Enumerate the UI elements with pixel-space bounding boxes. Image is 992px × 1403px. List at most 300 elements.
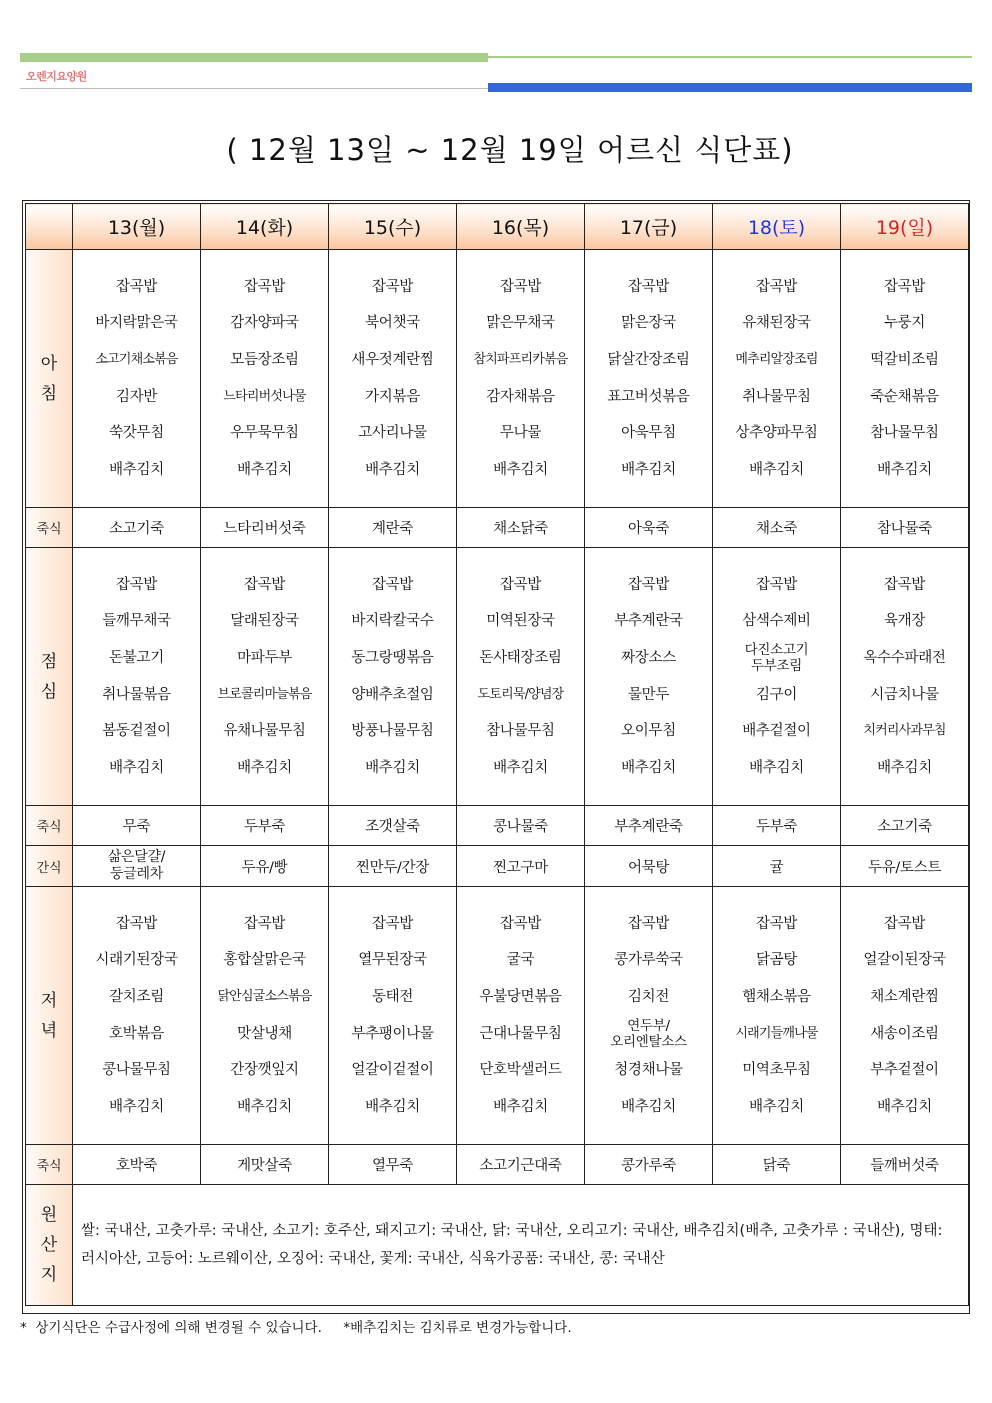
day-label: 19(일) <box>875 217 934 239</box>
menu-item <box>365 1089 420 1126</box>
menu-item <box>351 342 433 379</box>
menu-item <box>237 1089 292 1126</box>
menu-item <box>365 305 420 342</box>
day-header <box>713 204 841 250</box>
menu-item-text: 미역된장국 <box>486 613 555 630</box>
breakfast-items <box>201 269 328 489</box>
menu-item-text: 얼갈이겉절이 <box>351 1062 434 1079</box>
day-header <box>73 204 201 250</box>
breakfast-porridge-cell <box>73 508 201 548</box>
snack-lines <box>713 856 840 877</box>
menu-item <box>745 640 809 677</box>
lunch-cell <box>585 548 713 806</box>
menu-item-text: 누룽지 <box>883 315 926 332</box>
menu-item <box>870 342 939 379</box>
menu-item-text: 잡곡밥 <box>499 915 542 932</box>
snack-text: 찐고구마 <box>493 859 548 876</box>
menu-item <box>372 269 413 306</box>
menu-item-text: 배추김치 <box>749 759 804 776</box>
menu-item-text: 물만두 <box>627 686 670 703</box>
menu-item <box>365 750 420 787</box>
snack-text: 찐만두/간장 <box>355 859 430 876</box>
menu-item <box>372 979 413 1016</box>
menu-item <box>237 1016 292 1053</box>
snack-text: 두유/토스트 <box>867 859 942 876</box>
corner-cell <box>26 204 73 250</box>
lunch-items <box>329 567 456 787</box>
dinner-porridge-cell <box>585 1145 713 1185</box>
menu-item-text: 단호박샐러드 <box>479 1062 562 1079</box>
snack-cell <box>841 846 969 887</box>
menu-item <box>870 677 939 714</box>
lunch-cell <box>73 548 201 806</box>
menu-item-text: 방풍나물무침 <box>351 723 434 740</box>
snack-lines <box>585 856 712 877</box>
menu-item-text: 메추리알장조림 <box>735 351 818 367</box>
menu-item <box>621 713 676 750</box>
lunch-label-char: 점 <box>40 651 58 672</box>
menu-item-text: 배추겉절이 <box>742 723 811 740</box>
day-label: 18(토) <box>747 217 806 239</box>
lunch-porridge-row <box>26 806 969 846</box>
breakfast-porridge-text: 아욱죽 <box>627 521 670 537</box>
menu-item <box>351 603 433 640</box>
menu-item-text: 닭안심굴소스볶음 <box>217 988 312 1004</box>
menu-item-text: 유채된장국 <box>742 315 811 332</box>
dinner-items <box>585 906 712 1126</box>
menu-item <box>870 1052 939 1089</box>
menu-item <box>628 567 669 604</box>
lunch-porridge-cell <box>713 806 841 846</box>
menu-item <box>500 567 541 604</box>
menu-item-text: 소고기채소볶음 <box>95 351 178 367</box>
menu-item <box>621 415 676 452</box>
menu-item-text: 취나물볶음 <box>102 686 171 703</box>
menu-item-text: 잡곡밥 <box>115 278 158 295</box>
dinner-porridge-cell <box>201 1145 329 1185</box>
breakfast-porridge-cell <box>713 508 841 548</box>
menu-item-text: 참나물무침 <box>486 723 555 740</box>
menu-item-text: 잡곡밥 <box>627 576 670 593</box>
menu-item-text: 육개장 <box>883 613 926 630</box>
header-green-bar <box>20 53 488 62</box>
menu-item <box>351 677 433 714</box>
lunch-items <box>713 567 840 787</box>
menu-item <box>230 342 299 379</box>
dinner-porridge-text: 닭죽 <box>762 1158 791 1174</box>
breakfast-items <box>841 269 968 489</box>
menu-item <box>102 713 171 750</box>
menu-item <box>486 713 555 750</box>
dinner-cell <box>457 887 585 1145</box>
breakfast-label-char: 아 <box>40 353 58 374</box>
origin-label <box>26 1185 73 1306</box>
menu-item <box>742 379 811 416</box>
menu-item <box>870 1016 939 1053</box>
dinner-cell <box>841 887 969 1145</box>
menu-item <box>365 379 420 416</box>
menu-item-text: 콩가루쑥국 <box>614 952 683 969</box>
dinner-porridge-label <box>26 1145 73 1185</box>
snack-cell <box>329 846 457 887</box>
breakfast-row <box>26 250 969 508</box>
menu-item-text: 죽순채볶음 <box>870 388 939 405</box>
menu-item-text: 잡곡밥 <box>371 915 414 932</box>
menu-item-text: 감자양파국 <box>230 315 299 332</box>
menu-item-text: 잡곡밥 <box>499 576 542 593</box>
menu-item-text: 새송이조림 <box>870 1025 939 1042</box>
menu-item <box>223 942 305 979</box>
menu-item-text: 잡곡밥 <box>371 278 414 295</box>
menu-item <box>479 1016 561 1053</box>
menu-item <box>116 567 157 604</box>
breakfast-cell <box>201 250 329 508</box>
menu-item <box>884 906 925 943</box>
lunch-cell <box>329 548 457 806</box>
menu-item-text: 잡곡밥 <box>627 915 670 932</box>
menu-item-text: 바지락칼국수 <box>351 613 434 630</box>
menu-item <box>870 379 939 416</box>
dinner-label <box>26 887 73 1145</box>
menu-item <box>607 379 689 416</box>
menu-item-text: 감자채볶음 <box>486 388 555 405</box>
menu-item <box>877 750 932 787</box>
dinner-row <box>26 887 969 1145</box>
breakfast-cell <box>73 250 201 508</box>
menu-item <box>756 942 797 979</box>
menu-item-text: 배추김치 <box>237 759 292 776</box>
origin-label-char: 산 <box>40 1235 58 1255</box>
menu-item <box>486 603 555 640</box>
breakfast-cell <box>713 250 841 508</box>
dinner-porridge-text: 콩가루죽 <box>621 1158 676 1174</box>
day-label: 14(화) <box>235 217 294 239</box>
snack-label-text: 간식 <box>36 860 62 876</box>
dinner-porridge-text: 열무죽 <box>371 1158 414 1174</box>
menu-item-text: 아욱무침 <box>621 425 676 442</box>
menu-item <box>351 1052 433 1089</box>
menu-item <box>102 1052 171 1089</box>
menu-item <box>756 677 797 714</box>
lunch-row <box>26 548 969 806</box>
menu-item <box>500 415 541 452</box>
menu-item-text: 치커리사과무침 <box>863 723 946 739</box>
menu-item-text: 새우젓계란찜 <box>351 351 434 368</box>
lunch-items <box>841 567 968 787</box>
lunch-porridge-cell <box>457 806 585 846</box>
menu-item-text: 돈사태장조림 <box>479 649 562 666</box>
menu-item <box>493 452 548 489</box>
menu-item <box>493 750 548 787</box>
menu-item <box>863 942 945 979</box>
dinner-porridge-text: 들깨버섯죽 <box>870 1158 939 1174</box>
day-label: 17(금) <box>619 217 678 239</box>
menu-item-text: 우불당면볶음 <box>479 988 562 1005</box>
menu-item <box>884 603 925 640</box>
menu-item <box>884 567 925 604</box>
menu-item-text: 김구이 <box>755 686 798 703</box>
menu-item <box>102 603 171 640</box>
menu-item <box>116 379 157 416</box>
lunch-porridge-cell <box>585 806 713 846</box>
menu-item-text: 부추겉절이 <box>870 1062 939 1079</box>
menu-item-text: 돈불고기 <box>109 649 164 666</box>
menu-item <box>102 677 171 714</box>
brand-name: 오렌지요양원 <box>26 70 87 83</box>
menu-item <box>749 1089 804 1126</box>
menu-item <box>237 452 292 489</box>
snack-cell <box>457 846 585 887</box>
menu-item-text: 잡곡밥 <box>755 915 798 932</box>
menu-item-text: 상추양파무침 <box>735 425 818 442</box>
menu-item <box>742 603 811 640</box>
menu-item <box>735 1016 817 1053</box>
lunch-label-char: 심 <box>40 681 58 702</box>
menu-item <box>621 1089 676 1126</box>
breakfast-porridge-row <box>26 508 969 548</box>
menu-item <box>607 342 689 379</box>
page-title: ( 12월 13일 ~ 12월 19일 어르신 식단표) <box>226 133 794 167</box>
menu-item-text: 배추김치 <box>877 759 932 776</box>
menu-item <box>479 640 561 677</box>
menu-item-text: 취나물무침 <box>742 388 811 405</box>
menu-item-text: 잡곡밥 <box>883 576 926 593</box>
menu-item <box>230 603 299 640</box>
menu-item-text: 배추김치 <box>237 461 292 478</box>
menu-item-text: 옥수수파래전 <box>863 649 946 666</box>
menu-item <box>109 979 164 1016</box>
menu-item-text: 청경채나물 <box>614 1062 683 1079</box>
menu-item <box>756 906 797 943</box>
menu-item-text: 간장깻잎지 <box>230 1062 299 1079</box>
snack-text: 삶은달걀/ <box>107 849 166 865</box>
breakfast-porridge-cell <box>457 508 585 548</box>
breakfast-label <box>26 250 73 508</box>
menu-item <box>493 1089 548 1126</box>
menu-item-text: 맛살냉채 <box>237 1025 292 1042</box>
menu-item-text: 잡곡밥 <box>499 278 542 295</box>
menu-item-text: 배추김치 <box>237 1098 292 1115</box>
menu-item <box>621 750 676 787</box>
menu-item <box>358 415 427 452</box>
menu-item-text: 콩나물무침 <box>102 1062 171 1079</box>
menu-item <box>351 1016 433 1053</box>
breakfast-cell <box>585 250 713 508</box>
menu-item-text: 마파두부 <box>237 649 292 666</box>
menu-item-text: 느타리버섯나물 <box>223 388 306 404</box>
menu-item <box>109 640 164 677</box>
menu-item <box>628 269 669 306</box>
menu-item <box>742 979 811 1016</box>
menu-item-text: 잡곡밥 <box>243 915 286 932</box>
menu-item-text: 홍합살맑은국 <box>223 952 306 969</box>
menu-item <box>217 979 311 1016</box>
menu-item <box>479 1052 561 1089</box>
menu-item <box>500 269 541 306</box>
menu-item-line: 다진소고기 <box>744 642 809 659</box>
menu-item-text: 잡곡밥 <box>883 915 926 932</box>
menu-item <box>749 750 804 787</box>
origin-label-char: 지 <box>40 1265 58 1285</box>
menu-item <box>95 305 177 342</box>
menu-item <box>756 567 797 604</box>
menu-item-text: 잡곡밥 <box>627 278 670 295</box>
menu-item <box>358 942 427 979</box>
menu-item <box>756 269 797 306</box>
menu-item <box>742 305 811 342</box>
menu-item <box>507 942 534 979</box>
menu-item <box>749 452 804 489</box>
dinner-items <box>713 906 840 1126</box>
menu-item-text: 오이무침 <box>621 723 676 740</box>
dinner-porridge-cell <box>329 1145 457 1185</box>
menu-item-text: 얼갈이된장국 <box>863 952 946 969</box>
menu-item <box>863 713 945 750</box>
snack-cell <box>201 846 329 887</box>
breakfast-porridge-text: 느타리버섯죽 <box>223 521 306 537</box>
menu-item-text: 배추김치 <box>493 759 548 776</box>
menu-item <box>877 452 932 489</box>
day-header <box>457 204 585 250</box>
breakfast-items <box>713 269 840 489</box>
menu-item <box>473 342 567 379</box>
menu-item-text: 배추김치 <box>749 1098 804 1115</box>
menu-item-text: 참나물무침 <box>870 425 939 442</box>
breakfast-porridge-text: 계란죽 <box>371 521 414 537</box>
menu-item-text: 배추김치 <box>877 461 932 478</box>
menu-item <box>742 1052 811 1089</box>
lunch-porridge-text: 소고기죽 <box>877 819 932 835</box>
dinner-porridge-cell <box>713 1145 841 1185</box>
day-header <box>201 204 329 250</box>
snack-lines <box>329 856 456 877</box>
menu-item-text: 미역초무침 <box>742 1062 811 1079</box>
menu-item-text: 삼색수제비 <box>742 613 811 630</box>
menu-item <box>351 640 433 677</box>
menu-item-text: 부추계란국 <box>614 613 683 630</box>
day-label: 13(월) <box>107 217 166 239</box>
menu-item-text: 배추김치 <box>109 759 164 776</box>
day-label: 15(수) <box>363 217 422 239</box>
lunch-porridge-label-text: 죽식 <box>36 820 62 835</box>
menu-item <box>95 942 177 979</box>
dinner-porridge-text: 소고기근대죽 <box>479 1158 562 1174</box>
menu-item-text: 배추김치 <box>877 1098 932 1115</box>
menu-item-text: 동그랑땡볶음 <box>351 649 434 666</box>
breakfast-items <box>457 269 584 489</box>
menu-item <box>863 640 945 677</box>
day-header <box>585 204 713 250</box>
lunch-porridge-cell <box>841 806 969 846</box>
menu-item-text: 잡곡밥 <box>243 278 286 295</box>
menu-item-text: 배추김치 <box>365 461 420 478</box>
breakfast-porridge-text: 채소죽 <box>755 521 798 537</box>
menu-item <box>109 750 164 787</box>
dinner-porridge-text: 호박죽 <box>115 1158 158 1174</box>
menu-item-text: 배추김치 <box>365 1098 420 1115</box>
menu-item-text: 배추김치 <box>109 461 164 478</box>
menu-item <box>244 269 285 306</box>
menu-item <box>500 906 541 943</box>
menu-item <box>614 603 683 640</box>
lunch-cell <box>841 548 969 806</box>
menu-item-text: 김자반 <box>115 388 158 405</box>
breakfast-porridge-cell <box>201 508 329 548</box>
snack-text: 귤 <box>769 859 784 876</box>
menu-item <box>621 305 676 342</box>
menu-item-text: 짜장소스 <box>621 649 676 666</box>
menu-item <box>610 1016 686 1053</box>
lunch-porridge-text: 부추계란죽 <box>614 819 683 835</box>
menu-item-text: 무나물 <box>499 425 542 442</box>
lunch-porridge-text: 조갯살죽 <box>365 819 420 835</box>
menu-item <box>735 342 817 379</box>
lunch-cell <box>713 548 841 806</box>
menu-item <box>237 640 292 677</box>
menu-item-text: 갈치조림 <box>109 988 164 1005</box>
menu-item-text: 채소계란찜 <box>870 988 939 1005</box>
menu-item-text: 떡갈비조림 <box>870 351 939 368</box>
menu-item <box>230 305 299 342</box>
breakfast-porridge-label-text: 죽식 <box>36 522 62 537</box>
menu-item <box>244 567 285 604</box>
dinner-items <box>329 906 456 1126</box>
menu-item <box>884 269 925 306</box>
breakfast-label-char: 침 <box>40 383 58 404</box>
lunch-porridge-text: 두부죽 <box>243 819 286 835</box>
day-header <box>841 204 969 250</box>
menu-item-text: 동태전 <box>371 988 414 1005</box>
menu-item <box>478 677 564 714</box>
menu-item-text: 햄채소볶음 <box>742 988 811 1005</box>
menu-item-text: 유채나물무침 <box>223 723 306 740</box>
breakfast-porridge-cell <box>329 508 457 548</box>
menu-item <box>244 906 285 943</box>
menu-item-text: 잡곡밥 <box>115 915 158 932</box>
menu-item-text: 모듬장조림 <box>230 351 299 368</box>
menu-item-text: 고사리나물 <box>358 425 427 442</box>
menu-item-line: 오리엔탈소스 <box>610 1033 687 1050</box>
menu-item <box>365 452 420 489</box>
menu-item-text: 배추김치 <box>621 1098 676 1115</box>
menu-item-text: 쑥갓무침 <box>109 425 164 442</box>
menu-item-text: 봄동겉절이 <box>102 723 171 740</box>
menu-item <box>735 415 817 452</box>
menu-item-text: 굴국 <box>506 952 535 969</box>
lunch-cell <box>201 548 329 806</box>
menu-item-text: 잡곡밥 <box>243 576 286 593</box>
dinner-porridge-cell <box>457 1145 585 1185</box>
dinner-cell <box>713 887 841 1145</box>
menu-item-text: 닭살간장조림 <box>607 351 690 368</box>
snack-lines <box>73 849 200 883</box>
menu-item-text: 잡곡밥 <box>883 278 926 295</box>
menu-item-text: 부추팽이나물 <box>351 1025 434 1042</box>
menu-item-text: 배추김치 <box>621 759 676 776</box>
snack-cell <box>713 846 841 887</box>
menu-item <box>109 1016 164 1053</box>
lunch-porridge-label <box>26 806 73 846</box>
menu-table <box>25 203 969 1306</box>
dinner-porridge-row <box>26 1145 969 1185</box>
snack-text: 두유/빵 <box>241 859 288 876</box>
menu-item-text: 시금치나물 <box>870 686 939 703</box>
header-blue-bar <box>488 83 972 92</box>
header-green-line <box>488 56 972 58</box>
menu-item <box>116 906 157 943</box>
snack-lines <box>457 856 584 877</box>
snack-label <box>26 846 73 887</box>
